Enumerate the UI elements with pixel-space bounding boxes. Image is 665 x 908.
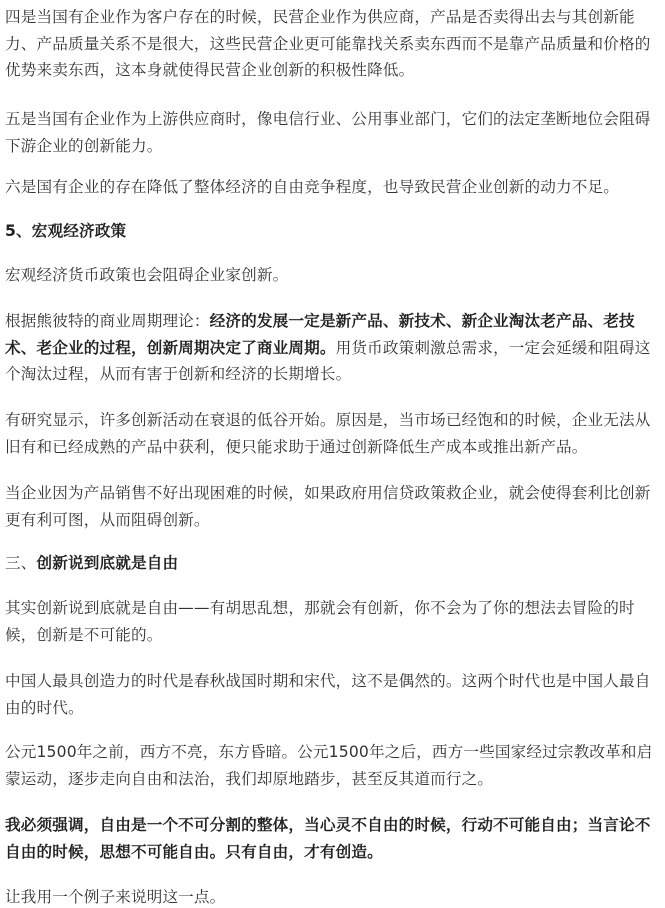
paragraph-text: 让我用一个例子来说明这一点。 [5, 888, 226, 906]
paragraph-prefix: 根据熊彼特的商业周期理论： [5, 312, 210, 330]
heading-prefix: 三、 [5, 554, 37, 572]
paragraph-text: 公元1500年之前，西方不亮，东方昏暗。公元1500年之后，西方一些国家经过宗教改革和启蒙运动，逐步走向自由和法治，我们却原地踏步，甚至反其道而行之。 [5, 743, 653, 788]
paragraph-text: 宏观经济货币政策也会阻碍企业家创新。 [5, 266, 289, 284]
paragraph-example-intro [5, 884, 661, 908]
paragraph-point-four [5, 4, 661, 84]
paragraph-suffix: 用货币政策刺激总需求，一定会延缓和阻碍这个淘汰过程，从而有害于创新和经济的长期增长。 [5, 338, 651, 383]
paragraph-text: 五是当国有企业作为上游供应商时，像电信行业、公用事业部门，它们的法定垄断地位会阻碍下游企业的创新能力。 [5, 110, 651, 155]
paragraph-text: 四是当国有企业作为客户存在的时候，民营企业作为供应商，产品是否卖得出去与其创新能力、产品质量关系不是很大，这些民营企业更可能靠找关系卖东西而不是靠产品质量和价格的优势来卖东西，这本身就使得民营企业创新的积极性降低。 [5, 8, 651, 79]
paragraph-creative-eras [5, 668, 661, 721]
heading-text: 创新说到底就是自由 [36, 554, 179, 572]
paragraph-history-1500 [5, 739, 661, 792]
paragraph-credit-policy [5, 480, 661, 533]
paragraph-text: 当企业因为产品销售不好出现困难的时候，如果政府用信贷政策救企业，就会使得套利比创新更有利可图，从而阻碍创新。 [5, 484, 651, 529]
paragraph-text: 有研究显示，许多创新活动在衰退的低谷开始。原因是，当市场已经饱和的时候，企业无法从旧有和已经成熟的产品中获利，便只能求助于通过创新降低生产成本或推出新产品。 [5, 411, 651, 456]
paragraph-schumpeter [5, 308, 661, 388]
section-heading-macro-policy [5, 218, 661, 245]
paragraph-innovation-freedom [5, 595, 661, 648]
paragraph-emphasis: 经济的发展一定是新产品、新技术、新企业淘汰老产品、老技术、老企业的过程，创新周期决定了商业周期。 [5, 312, 635, 357]
section-heading-freedom [5, 550, 661, 577]
paragraph-text: 六是国有企业的存在降低了整体经济的自由竞争程度，也导致民营企业创新的动力不足。 [5, 178, 620, 196]
paragraph-text: 我必须强调，自由是一个不可分割的整体，当心灵不自由的时候，行动不可能自由；当言论不自由的时候，思想不可能自由。只有自由，才有创造。 [5, 816, 651, 861]
paragraph-text: 中国人最具创造力的时代是春秋战国时期和宋代，这不是偶然的。这两个时代也是中国人最自由的时代。 [5, 672, 651, 717]
paragraph-research [5, 407, 661, 460]
paragraph-text: 其实创新说到底就是自由——有胡思乱想，那就会有创新，你不会为了你的想法去冒险的时候，创新是不可能的。 [5, 599, 635, 644]
paragraph-freedom-emphasis [5, 812, 661, 865]
paragraph-point-five [5, 106, 661, 159]
paragraph-point-six [5, 174, 661, 201]
paragraph-monetary-policy [5, 262, 661, 289]
heading-text: 5、宏观经济政策 [5, 222, 127, 240]
